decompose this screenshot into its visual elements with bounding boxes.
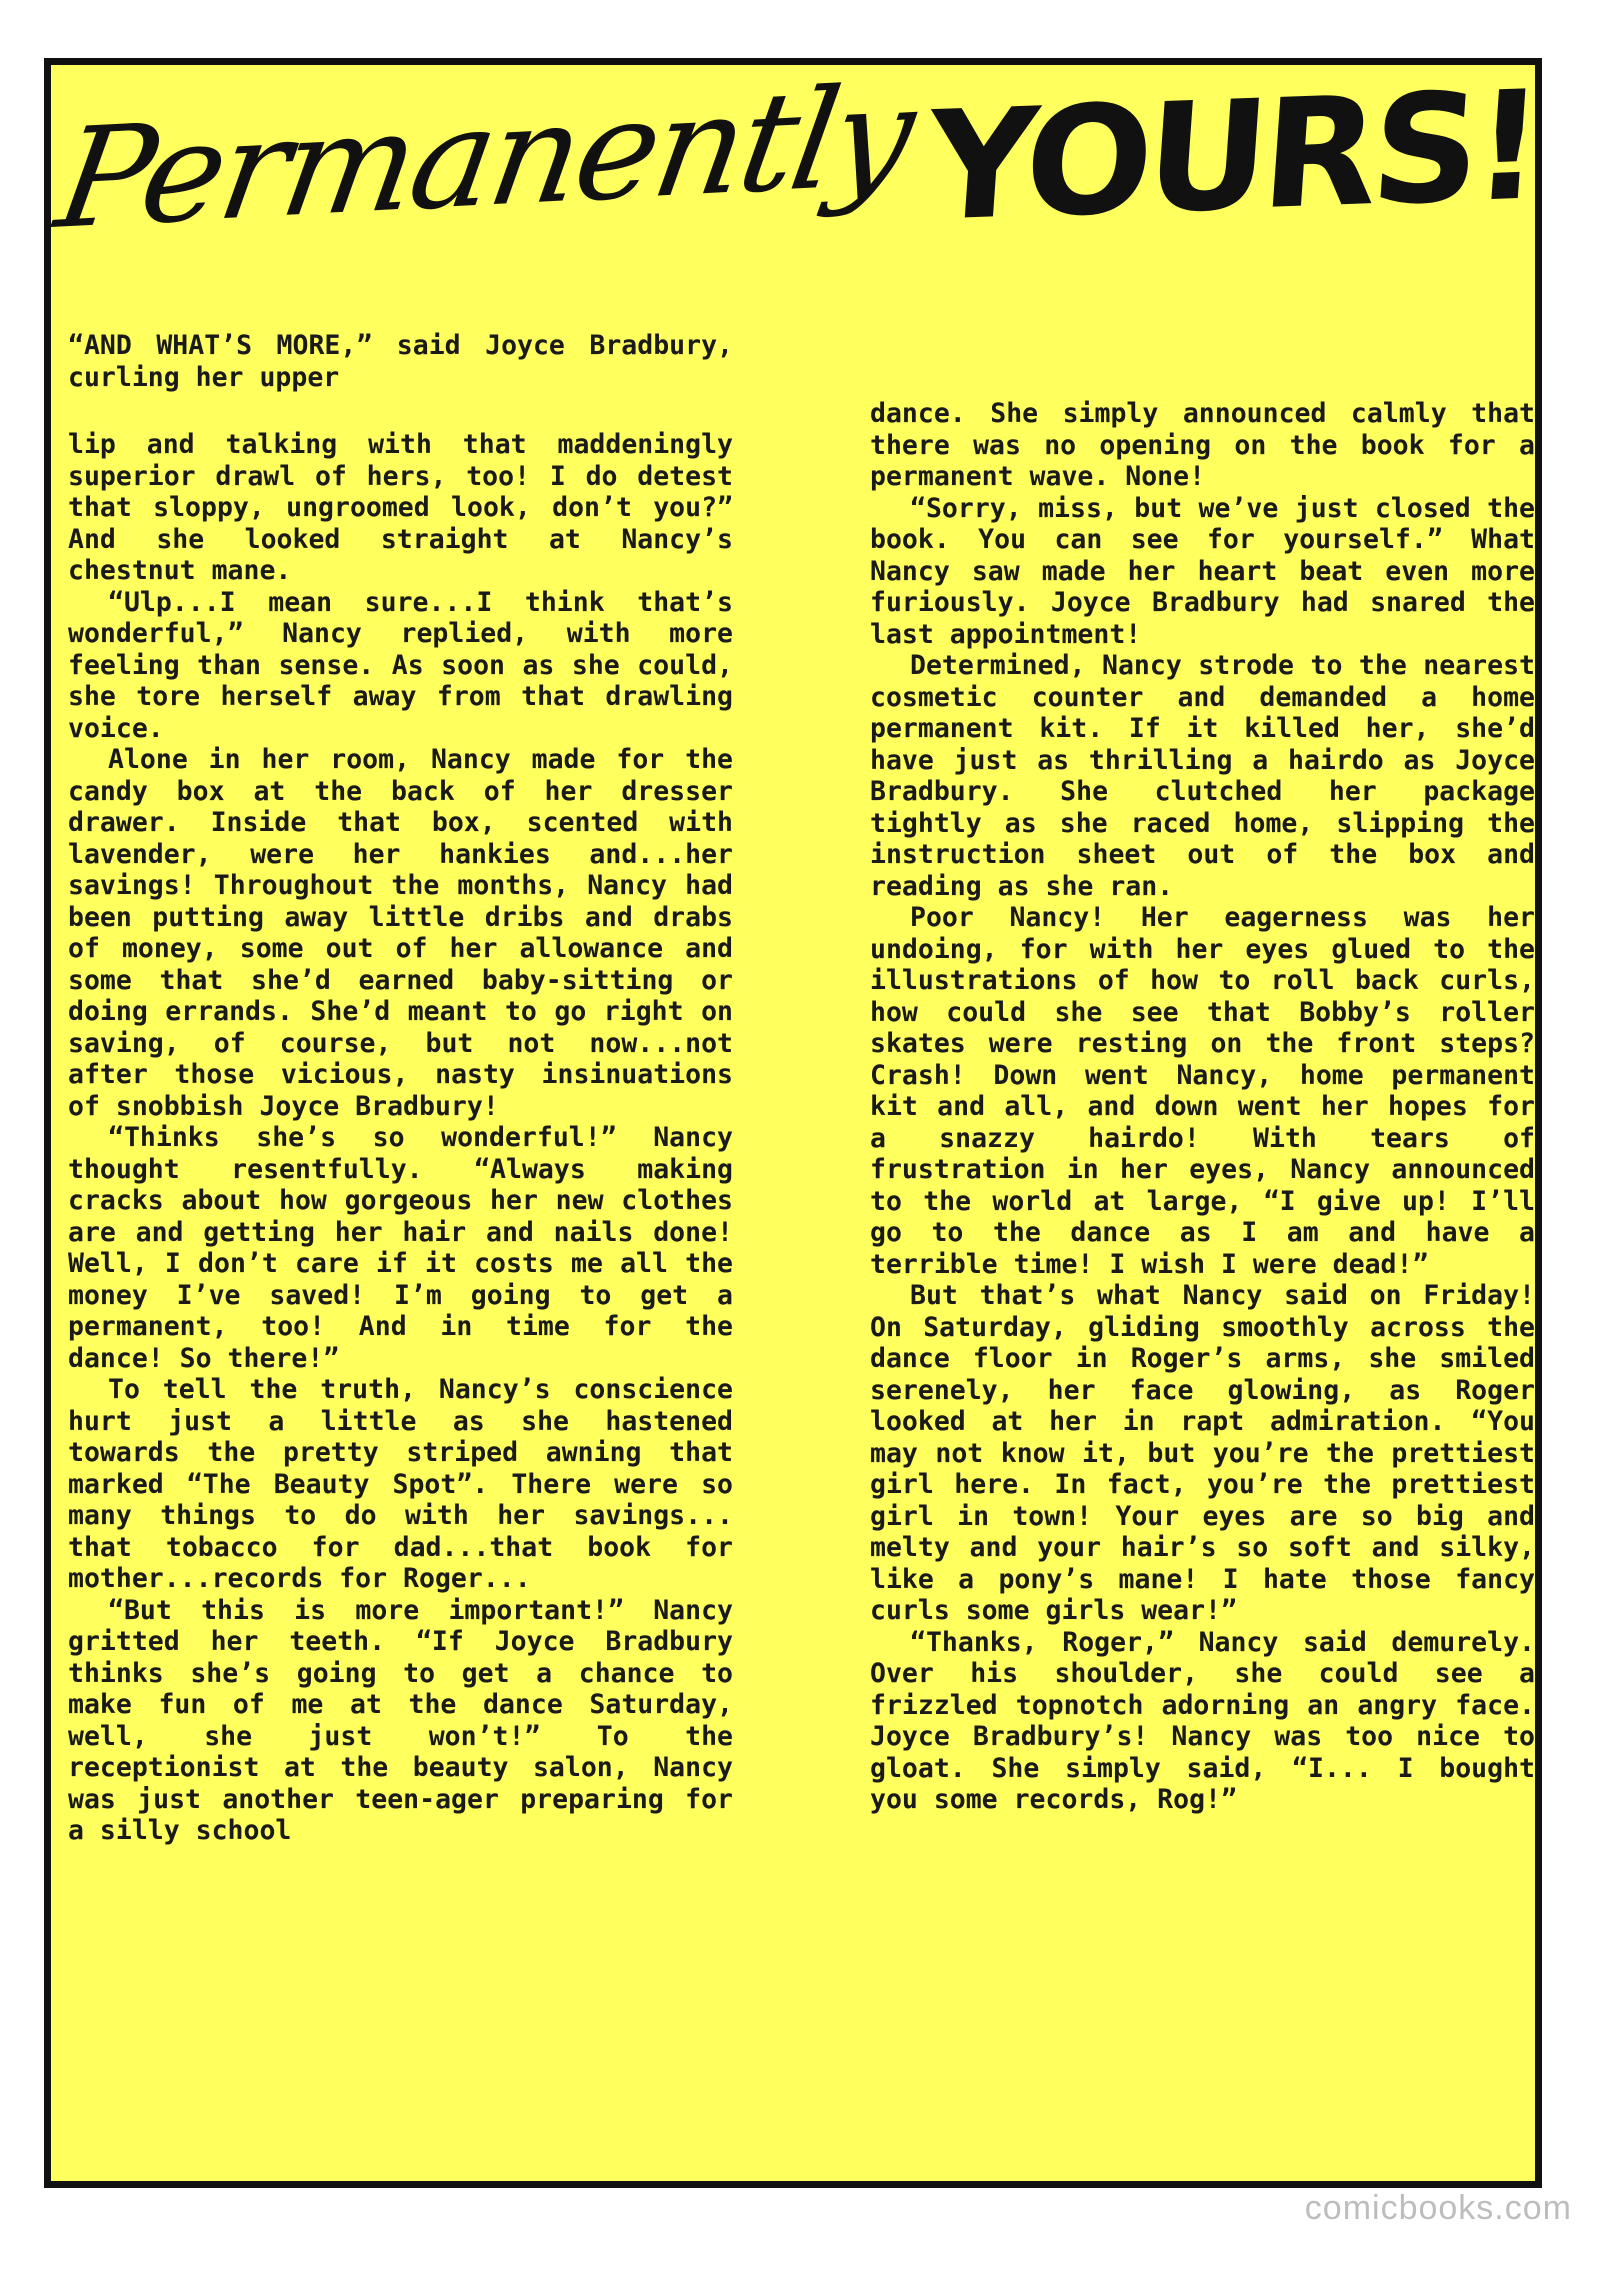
left-paragraph-3: Alone in her room, Nancy made for the candy box at the back of her dresser drawer. Inside that box, scented with lavender, were her hankies and...her savings! Throughout the months, Nancy had been putting away little dribs and drabs of money, some out of her allowance and some that she’d earned baby-sitting or doing errands. She’d meant to go right on saving, of course, but not now...not after those vicious, nasty insinuations of snobbish Joyce Bradbury! [68, 744, 733, 1122]
site-watermark: comicbooks.com [1304, 2189, 1572, 2227]
left-paragraph-2: “Ulp...I mean sure...I think that’s wonderful,” Nancy replied, with more feeling than sense. As soon as she could, she tore herself away from that drawling voice. [68, 586, 733, 744]
left-paragraph-5: To tell the truth, Nancy’s conscience hurt just a little as she hastened towards the pretty striped awning that marked “The Beauty Spot”. There were so many things to do with her savings... that tobacco for dad...that book for mother...records for Roger... [68, 1374, 733, 1594]
left-text-column [68, 330, 733, 1847]
left-paragraph-1: lip and talking with that maddeningly superior drawl of hers, too! I do detest that sloppy, ungroomed look, don’t you?” And she looked straight at Nancy’s chestnut mane. [68, 429, 733, 586]
right-paragraph-2: “Sorry, miss, but we’ve just closed the book. You can see for yourself.” What Nancy saw made her heart beat even more furiously. Joyce Bradbury had snared the last appointment! [870, 492, 1535, 650]
left-paragraph-6: “But this is more important!” Nancy gritted her teeth. “If Joyce Bradbury thinks she’s going to get a chance to make fun of me at the dance Saturday, well, she just won’t!” To the receptionist at the beauty salon, Nancy was just another teen-ager preparing for a silly school [68, 1594, 733, 1846]
right-paragraph-5: But that’s what Nancy said on Friday! On Saturday, gliding smoothly across the dance floor in Roger’s arms, she smiled serenely, her face glowing, as Roger looked at her in rapt admiration. “You may not know it, but you’re the prettiest girl here. In fact, you’re the prettiest girl in town! Your eyes are so big and melty and your hair’s so soft and silky, like a pony’s mane! I hate those fancy curls some girls wear!” [870, 1280, 1535, 1626]
right-paragraph-1: dance. She simply announced calmly that there was no opening on the book for a permanent wave. None! [870, 398, 1535, 492]
left-paragraph-4: “Thinks she’s so wonderful!” Nancy thought resentfully. “Always making cracks about how gorgeous her new clothes are and getting her hair and nails done! Well, I don’t care if it costs me all the money I’ve saved! I’m going to get a permanent, too! And in time for the dance! So there!” [68, 1122, 733, 1374]
right-paragraph-3: Determined, Nancy strode to the nearest cosmetic counter and demanded a home permanent kit. If it killed her, she’d have just as thrilling a hairdo as Joyce Bradbury. She clutched her package tightly as she raced home, slipping the instruction sheet out of the box and reading as she ran. [870, 650, 1535, 902]
title-bold-text: YOURS! [922, 59, 1543, 255]
right-text-column [870, 398, 1535, 1816]
right-paragraph-4: Poor Nancy! Her eagerness was her undoing, for with her eyes glued to the illustrations of how to roll back curls, how could she see that Bobby’s roller skates were resting on the front steps? Crash! Down went Nancy, home permanent kit and all, and down went her hopes for a snazzy hairdo! With tears of frustration in her eyes, Nancy announced to the world at large, “I give up! I’ll go to the dance as I am and have a terrible time! I wish I were dead!” [870, 902, 1535, 1280]
story-title [0, 54, 1600, 300]
opening-paragraph: “AND WHAT’S MORE,” said Joyce Bradbury, curling her upper [68, 330, 733, 393]
title-script-text: Permanently [46, 54, 921, 260]
right-paragraph-6: “Thanks, Roger,” Nancy said demurely. Over his shoulder, she could see a frizzled topnotch adorning an angry face. Joyce Bradbury’s! Nancy was too nice to gloat. She simply said, “I... I bought you some records, Rog!” [870, 1626, 1535, 1815]
